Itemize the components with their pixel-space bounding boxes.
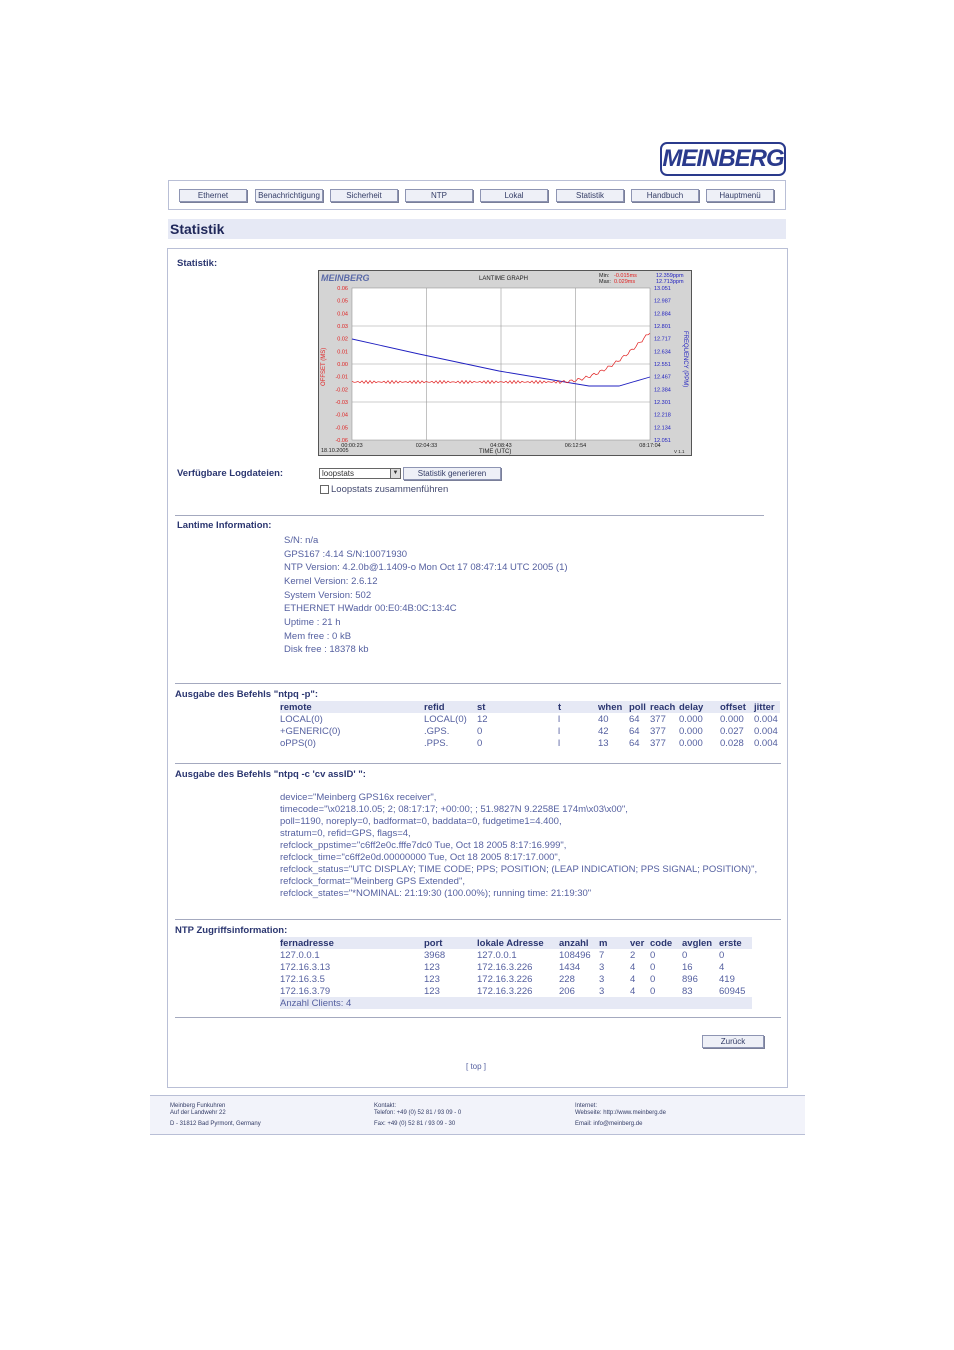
main-navigation: [168, 180, 786, 210]
ntpq-p-table: [280, 701, 780, 749]
table-cell: 60945: [719, 985, 746, 997]
table-cell: 0.000: [679, 737, 703, 749]
graph-min-freq: 12.359ppm: [656, 273, 684, 279]
table-cell: 1434: [559, 961, 581, 973]
lantime-line-disk: Disk free : 18378 kb: [284, 644, 369, 655]
right-tick-label: 12.301: [654, 400, 671, 406]
meinberg-logo: MEINBERG: [660, 142, 786, 176]
nav-sicherheit-button[interactable]: Sicherheit: [330, 189, 398, 202]
table-cell: 64: [629, 725, 640, 737]
right-tick-label: 12.634: [654, 349, 671, 356]
left-tick-label: -0.02: [335, 387, 348, 394]
footer-internet-label: Internet:: [575, 1103, 598, 1109]
time-tick-label: 02:04:33: [415, 443, 438, 449]
table-cell: 3: [599, 973, 605, 985]
time-tick-label: 08:17:04: [639, 443, 661, 449]
ntpq-p-label: Ausgabe des Befehls "ntpq -p":: [175, 689, 319, 700]
access-info-label: NTP Zugriffsinformation:: [175, 925, 288, 936]
column-header: lokale Adresse: [477, 937, 544, 949]
nav-benachrichtigung-button[interactable]: Benachrichtigung: [255, 189, 323, 202]
graph-max-label: Max:: [599, 279, 611, 285]
lantime-line-ethernet: ETHERNET HWaddr 00:E0:4B:0C:13:4C: [284, 603, 457, 614]
column-header: jitter: [754, 701, 775, 713]
left-tick-label: -0.05: [335, 425, 348, 432]
table-cell: 64: [629, 737, 640, 749]
right-tick-label: 12.467: [654, 374, 671, 381]
table-cell: 13: [598, 737, 609, 749]
table-cell: 64: [629, 713, 640, 725]
left-tick-label: -0.03: [335, 400, 348, 406]
nav-handbuch-button[interactable]: Handbuch: [631, 189, 699, 202]
table-row: [280, 713, 780, 725]
nav-ethernet-button[interactable]: Ethernet: [179, 189, 247, 202]
table-cell: 2: [630, 949, 636, 961]
left-tick-label: 0.06: [337, 286, 348, 292]
time-tick-label: 06:12:54: [564, 443, 587, 449]
table-cell: 3: [599, 961, 605, 973]
right-tick-label: 12.551: [654, 362, 671, 368]
table-cell: 127.0.0.1: [477, 949, 517, 961]
lantime-info-label: Lantime Information:: [177, 520, 272, 531]
time-tick-label: 04:08:43: [490, 443, 512, 449]
table-cell: 0.000: [679, 713, 703, 725]
left-tick-label: 0.02: [337, 336, 348, 343]
table-cell: oPPS(0): [280, 737, 316, 749]
lantime-graph-svg: [319, 271, 691, 455]
table-cell: 377: [650, 737, 666, 749]
lantime-line-serial: S/N: n/a: [284, 535, 319, 546]
column-header: delay: [679, 701, 704, 713]
table-row: [280, 737, 780, 749]
ntpq-c-line: stratum=0, refid=GPS, flags=4,: [280, 828, 411, 839]
generate-statistik-button[interactable]: Statistik generieren: [403, 467, 501, 480]
table-cell: 127.0.0.1: [280, 949, 320, 961]
table-cell: LOCAL(0): [280, 713, 323, 725]
table-cell: 228: [559, 973, 575, 985]
nav-ntp-button[interactable]: NTP: [405, 189, 473, 202]
logfile-select[interactable]: [319, 468, 401, 479]
table-cell: 377: [650, 713, 666, 725]
table-cell: 123: [424, 961, 440, 973]
top-link[interactable]: [ top ]: [466, 1062, 487, 1071]
time-tick-label: 00:00:23: [341, 443, 363, 449]
right-tick-label: 12.384: [654, 387, 671, 394]
table-cell: l: [558, 713, 561, 725]
ntpq-c-line: timecode="\x0218.10.05; 2; 08:17:17; +00:00; ; 51.9827N 9.2258E 174m\x03\x00",: [280, 804, 628, 815]
table-row: [280, 961, 752, 973]
column-header: poll: [629, 701, 646, 713]
lantime-line-system: System Version: 502: [284, 590, 372, 601]
column-header: when: [598, 701, 623, 713]
divider: [175, 683, 781, 684]
column-header: anzahl: [559, 937, 589, 949]
ntpq-c-line: refclock_ppstime="c6ff2e0c.fffe7dc0 Tue, Oct 18 2005 8:17:16.999",: [280, 840, 567, 851]
table-cell: 0: [650, 949, 656, 961]
table-cell: 0.000: [720, 713, 744, 725]
table-cell: 42: [598, 725, 609, 737]
lantime-line-uptime: Uptime : 21 h: [284, 617, 341, 628]
graph-date: 18.10.2005: [321, 448, 349, 454]
table-header-row: [280, 937, 752, 949]
right-tick-label: 12.717: [654, 336, 671, 343]
lantime-line-kernel: Kernel Version: 2.6.12: [284, 576, 378, 587]
table-cell: 419: [719, 973, 735, 985]
table-cell: 108496: [559, 949, 591, 961]
table-cell: 40: [598, 713, 609, 725]
table-cell: 4: [719, 961, 725, 973]
footer-phone: Telefon: +49 (0) 52 81 / 93 09 - 0: [374, 1110, 462, 1116]
table-cell: 0.004: [754, 725, 778, 737]
ntpq-c-line: refclock_time="c6ff2e0d.00000000 Tue, Oct 18 2005 8:17:17.000",: [280, 852, 561, 863]
table-cell: 3: [599, 985, 605, 997]
left-tick-label: 0.03: [337, 324, 348, 330]
table-header-row: [280, 701, 780, 713]
graph-min-offset: -0.015ms: [614, 273, 637, 279]
table-cell: 0: [650, 973, 656, 985]
table-cell: 172.16.3.226: [477, 961, 533, 973]
table-cell: 123: [424, 973, 440, 985]
ntpq-c-line: refclock_format="Meinberg GPS Extended",: [280, 876, 465, 887]
table-cell: 3968: [424, 949, 446, 961]
table-cell: +GENERIC(0): [280, 725, 341, 737]
footer-address: Auf der Landwehr 22: [170, 1110, 226, 1116]
access-table: [280, 937, 752, 1009]
logfile-select-value: loopstats: [322, 469, 355, 478]
right-tick-label: 12.801: [654, 324, 671, 330]
column-header: st: [477, 701, 486, 713]
table-cell: 172.16.3.13: [280, 961, 331, 973]
footer-email-link[interactable]: Email: info@meinberg.de: [575, 1121, 643, 1127]
table-cell: 0.004: [754, 737, 778, 749]
left-tick-label: -0.06: [335, 438, 348, 444]
right-tick-label: 12.884: [654, 311, 671, 318]
column-header: avglen: [682, 937, 713, 949]
clients-count-row: [280, 997, 752, 1009]
lantime-line-gps: GPS167 :4.14 S/N:10071930: [284, 549, 408, 560]
lantime-line-mem: Mem free : 0 kB: [284, 631, 352, 642]
left-tick-label: -0.04: [335, 412, 348, 419]
table-cell: 172.16.3.5: [280, 973, 325, 985]
graph-min-label: Min:: [599, 273, 610, 279]
ntpq-c-line: poll=1190, noreply=0, badformat=0, baddata=0, fudgetime1=4.400,: [280, 816, 562, 827]
table-cell: 16: [682, 961, 693, 973]
divider: [175, 1017, 781, 1018]
nav-hauptmenu-button[interactable]: Hauptmenü: [706, 189, 774, 202]
table-cell: 0.028: [720, 737, 744, 749]
table-cell: .GPS.: [424, 725, 450, 737]
table-cell: 0: [477, 737, 483, 749]
left-tick-label: 0.04: [337, 311, 348, 318]
statistik-label: Statistik:: [177, 258, 218, 269]
page-title: Statistik: [170, 221, 225, 237]
merge-loopstats-checkbox[interactable]: [320, 485, 329, 494]
table-cell: 0: [477, 725, 483, 737]
column-header: ver: [630, 937, 645, 949]
table-row: [280, 985, 752, 997]
footer-company: Meinberg Funkuhren: [170, 1103, 226, 1109]
table-row: [280, 725, 780, 737]
table-cell: 7: [599, 949, 605, 961]
divider: [175, 515, 764, 516]
left-tick-label: -0.01: [335, 374, 348, 381]
footer-city: D - 31812 Bad Pyrmont, Germany: [170, 1121, 261, 1127]
page-title-bar: [168, 219, 786, 239]
column-header: code: [650, 937, 673, 949]
right-tick-label: 12.987: [654, 298, 671, 305]
footer-fax: Fax: +49 (0) 52 81 / 93 09 - 30: [374, 1121, 456, 1127]
table-cell: l: [558, 737, 561, 749]
table-cell: 0.000: [679, 725, 703, 737]
column-header: t: [558, 701, 562, 713]
table-cell: 0: [719, 949, 725, 961]
ntpq-c-line: device="Meinberg GPS16x receiver",: [280, 792, 437, 803]
right-tick-label: 13.051: [654, 286, 671, 292]
logfiles-label: Verfügbare Logdateien:: [177, 468, 284, 479]
table-row: [280, 973, 752, 985]
table-cell: 0.004: [754, 713, 778, 725]
ntpq-c-line: refclock_status="UTC DISPLAY; TIME CODE; PPS; POSITION; (LEAP INDICATION; PPS SIGNAL; POSITION)",: [280, 864, 758, 875]
graph-max-freq: 12.713ppm: [656, 279, 684, 285]
table-cell: LOCAL(0): [424, 713, 467, 725]
back-button[interactable]: Zurück: [702, 1035, 764, 1048]
clients-count: Anzahl Clients: 4: [280, 997, 352, 1009]
left-tick-label: 0.00: [337, 362, 348, 368]
graph-max-offset: 0.029ms: [614, 279, 636, 285]
table-cell: 172.16.3.226: [477, 985, 533, 997]
column-header: m: [599, 937, 608, 949]
table-cell: 83: [682, 985, 693, 997]
table-cell: 0: [650, 985, 656, 997]
footer-contact-label: Kontakt:: [374, 1103, 397, 1109]
merge-loopstats-label: Loopstats zusammenführen: [331, 484, 449, 495]
table-cell: 12: [477, 713, 488, 725]
chevron-down-icon[interactable]: ▼: [390, 469, 400, 478]
graph-ylabel-right: FREQUENCY (PPM): [682, 331, 688, 388]
graph-title: LANTIME GRAPH: [479, 276, 529, 282]
right-tick-label: 12.218: [654, 412, 671, 419]
column-header: erste: [719, 937, 742, 949]
graph-ylabel-left: OFFSET (MS): [321, 347, 327, 386]
lantime-line-ntp-version: NTP Version: 4.2.0b@1.1409-o Mon Oct 17 08:47:14 UTC 2005 (1): [284, 562, 568, 573]
table-cell: 206: [559, 985, 575, 997]
column-header: offset: [720, 701, 746, 713]
left-tick-label: 0.01: [337, 349, 348, 356]
table-cell: 377: [650, 725, 666, 737]
table-cell: 4: [630, 961, 636, 973]
table-cell: 172.16.3.226: [477, 973, 533, 985]
footer-website-link[interactable]: Webseite: http://www.meinberg.de: [575, 1110, 666, 1116]
table-row: [280, 949, 752, 961]
table-cell: 4: [630, 985, 636, 997]
table-cell: 123: [424, 985, 440, 997]
ntpq-c-line: refclock_states="*NOMINAL: 21:19:30 (100.00%); running time: 21:19:30": [280, 888, 592, 899]
table-cell: 0.027: [720, 725, 744, 737]
nav-statistik-button[interactable]: Statistik: [556, 189, 624, 202]
table-cell: .PPS.: [424, 737, 449, 749]
table-cell: l: [558, 725, 561, 737]
divider: [175, 919, 781, 920]
ntpq-c-label: Ausgabe des Befehls "ntpq -c 'cv assID' ":: [175, 769, 366, 780]
nav-lokal-button[interactable]: Lokal: [480, 189, 548, 202]
column-header: fernadresse: [280, 937, 334, 949]
table-cell: 0: [682, 949, 688, 961]
right-tick-label: 12.134: [654, 425, 671, 432]
graph-logo: MEINBERG: [321, 273, 370, 283]
table-cell: 896: [682, 973, 698, 985]
right-tick-label: 12.051: [654, 438, 671, 444]
divider: [175, 763, 781, 764]
table-cell: 172.16.3.79: [280, 985, 331, 997]
column-header: remote: [280, 701, 312, 713]
column-header: reach: [650, 701, 676, 713]
left-tick-label: 0.05: [337, 298, 348, 305]
table-cell: 0: [650, 961, 656, 973]
lantime-graph: [318, 270, 692, 456]
table-cell: 4: [630, 973, 636, 985]
column-header: port: [424, 937, 443, 949]
column-header: refid: [424, 701, 445, 713]
footer: [150, 1095, 805, 1135]
graph-version: V 1.1: [674, 449, 685, 454]
graph-xlabel: TIME (UTC): [479, 449, 512, 455]
